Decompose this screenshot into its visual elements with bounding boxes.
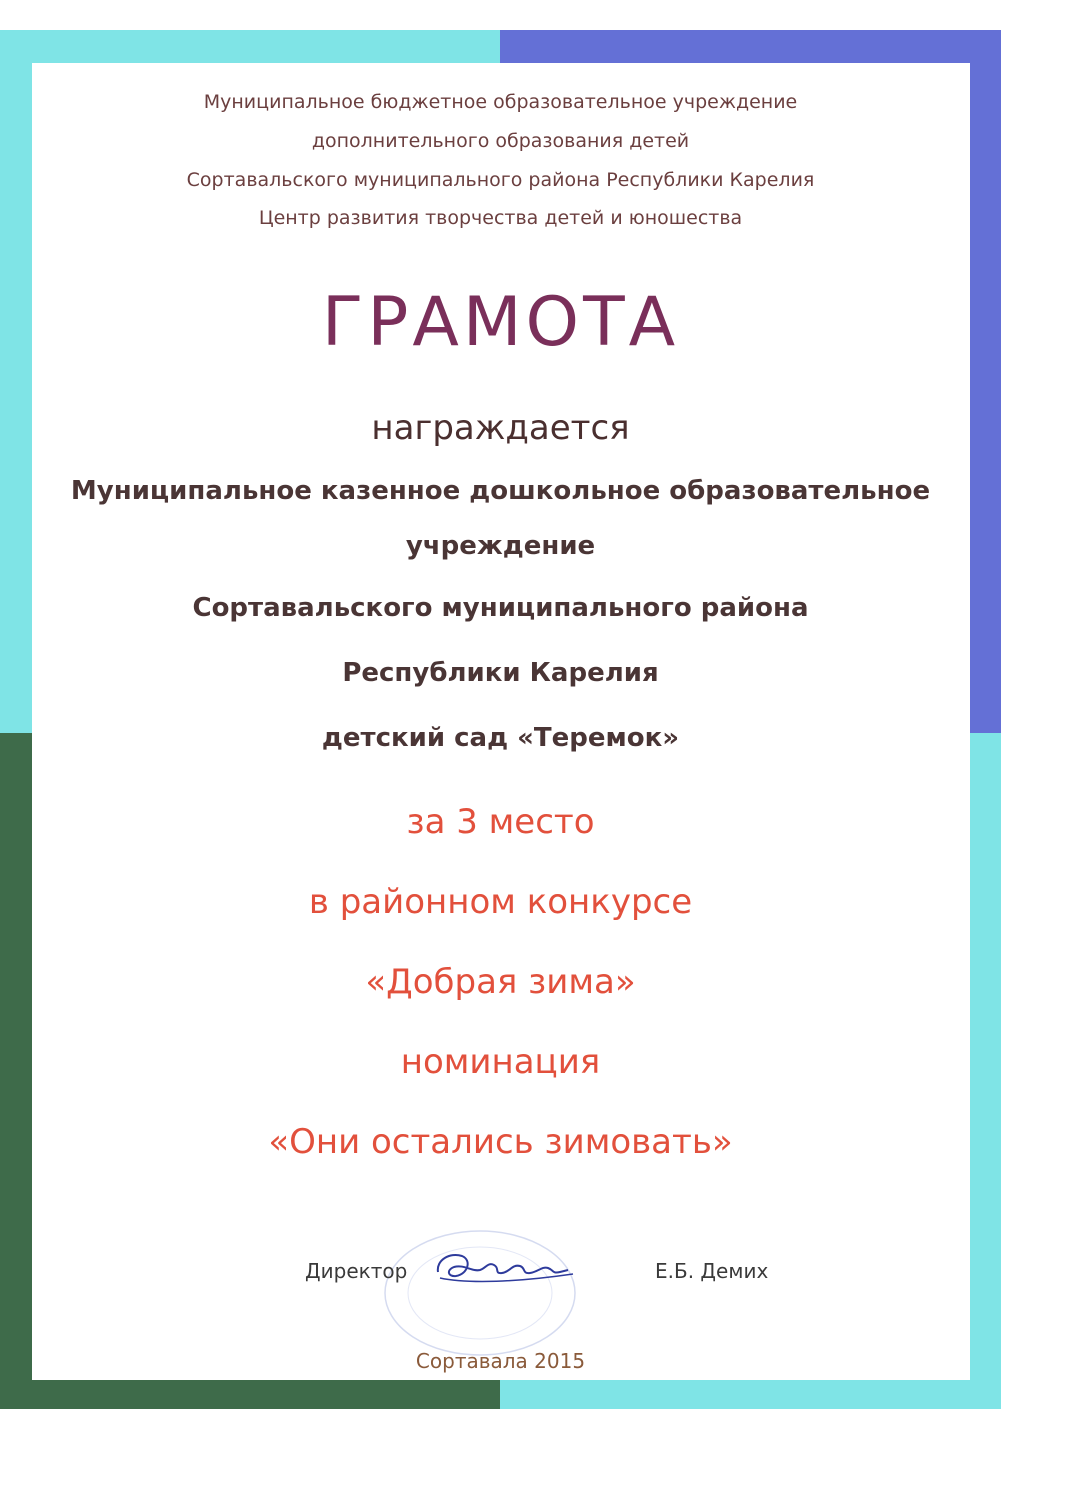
certificate-sheet [32, 63, 970, 1380]
award-contest-name: «Добрая зима» [365, 962, 636, 1002]
org-line-3: Сортавальского муниципального района Республики Карелия [186, 169, 815, 191]
frame-bottom-right [500, 1380, 1001, 1409]
award-place: за 3 место [406, 802, 595, 842]
frame-bottom-left [0, 1380, 500, 1409]
org-line-4: Центр развития творчества детей и юношества [258, 207, 743, 229]
recipient-line-2: учреждение [405, 531, 596, 561]
award-nomination-label: номинация [400, 1042, 601, 1082]
certificate-title: ГРАМОТА [321, 283, 680, 362]
recipient-line-3: Сортавальского муниципального района [192, 593, 809, 623]
org-line-2: дополнительного образования детей [311, 130, 690, 152]
director-name: Е.Б. Демих [655, 1259, 769, 1283]
award-contest: в районном конкурсе [308, 882, 693, 922]
place-date: Сортавала 2015 [415, 1349, 586, 1373]
recipient-line-1: Муниципальное казенное дошкольное образовательное [70, 476, 931, 506]
awarded-text: награждается [371, 408, 630, 448]
recipient-line-4: Республики Карелия [342, 658, 659, 688]
frame-top-right [500, 30, 1001, 63]
director-title: Директор [305, 1259, 408, 1283]
recipient-line-5: детский сад «Теремок» [321, 723, 680, 753]
frame-top-left [0, 30, 500, 63]
award-nomination-name: «Они остались зимовать» [268, 1122, 733, 1162]
director-signature [428, 1240, 578, 1300]
org-line-1: Муниципальное бюджетное образовательное учреждение [203, 91, 798, 113]
